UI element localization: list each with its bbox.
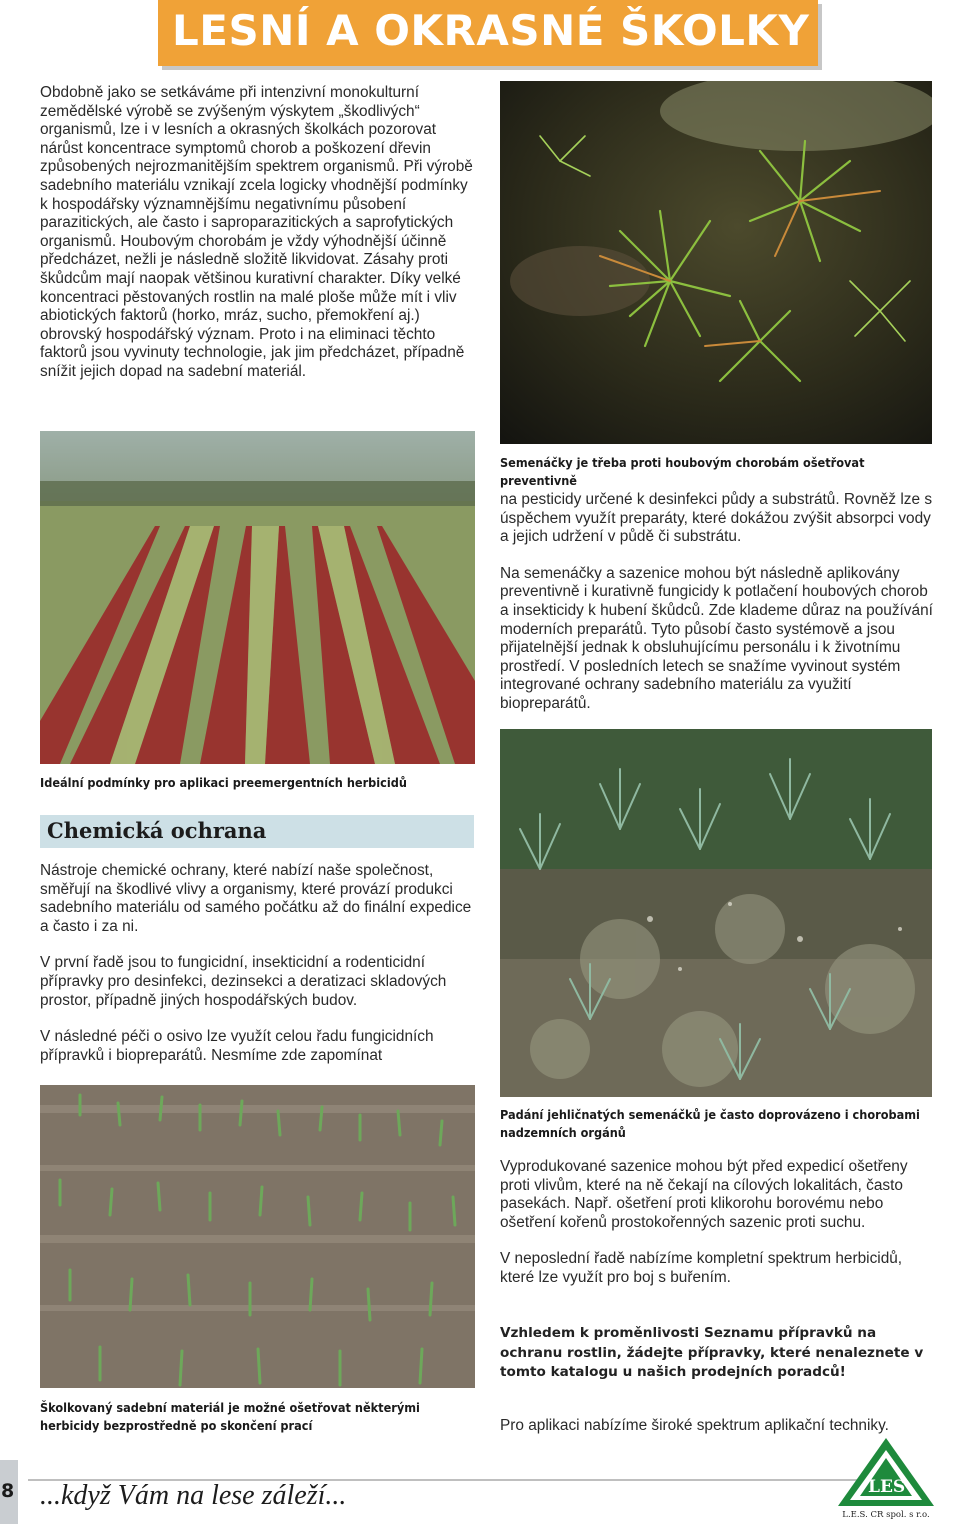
chem-paragraph-2: V první řadě jsou to fungicidní, insekticidní a rodenticidní přípravky pro desinfekci, dezinsekci a deratizaci skladových prostor, případně jiných hospodářských budov. (40, 954, 447, 1009)
rows-caption: Školkovaný sadební materiál je možné ošetřovat některými herbicidy bezprostředně po skončení prací (40, 1400, 420, 1433)
conifer-seedlings-photo (500, 729, 932, 1097)
section-heading-text: Chemická ochrana (47, 818, 267, 843)
last-paragraph: Pro aplikaci nabízíme široké spektrum aplikační techniky. (500, 1417, 889, 1434)
field-caption: Ideální podmínky pro aplikaci preemergentních herbicidů (40, 775, 407, 790)
notice-text: Vzhledem k proměnlivosti Seznamu přípravků na ochranu rostlin, žádejte přípravky, které nenaleznete v tomto katalogu u našich prodejních poradců! (500, 1325, 924, 1380)
page-number-tab (0, 1460, 18, 1524)
tree-logo-icon (832, 1436, 940, 1520)
right-column-text-2 (500, 1158, 934, 1306)
chem-paragraph-3: V následné péči o osivo lze využít celou řadu fungicidních přípravků i biopreparátů. Nesmíme zde zapomínat (40, 1028, 434, 1064)
conifers-caption: Padání jehličnatých semenáčků je často doprovázeno i chorobami nadzemních orgánů (500, 1107, 920, 1140)
intro-text-block (40, 84, 474, 400)
right-paragraph-4: V neposlední řadě nabízíme kompletní spektrum herbicidů, které lze využít pro boj s buřením. (500, 1250, 903, 1286)
right-column-text-1 (500, 491, 934, 732)
section-heading (40, 815, 474, 848)
nursery-rows-photo (40, 1085, 475, 1388)
intro-paragraph: Obdobně jako se setkáváme při intenzivní monokulturní zemědělské výrobě se zvýšeným výskytem „škodlivých“ organismů, lze i v lesních a okrasných školkách pozorovat nárůst koncentrace symptomů chorob a poškození dřevin způsobených nejrozmanitějším spektrem organismů. Při výrobě sadebního materiálu vznikají zcela logicky vhodnější podmínky k hospodářsky významnějšímu negativnímu působení parazitických, ale často i saproparazitických a saprofytických organismů. Houbovým chorobám je vždy výhodnější účinně předcházet, nežli je následně složitě likvidovat. Zásahy proti škůdcům mají naopak většinou kurativní charakter. Díky velké koncentraci pěstovaných rostlin na malé ploše může mít i vliv abiotických faktorů (horko, mráz, sucho, přemokření aj.) obrovský hospodářský význam. Proto i na eliminaci těchto faktorů jsou vyvinuty technologie, jak jim předcházet, případně snížit jejich dopad na sadební materiál. (40, 84, 473, 380)
chem-paragraph-1: Nástroje chemické ochrany, které nabízí naše společnost, směřují na škodlivé vlivy a organismy, které provází produkci sadebního materiálu od samého počátku až do finální expedice a často i za ni. (40, 862, 472, 935)
right-paragraph-1: na pesticidy určené k desinfekci půdy a substrátů. Rovněž lze s úspěchem využít preparáty, které dokážou zvýšit absorpci vody a jejich udržení v půdě či substrátu. (500, 491, 933, 546)
page-title: LESNÍ A OKRASNÉ ŠKOLKY (172, 6, 810, 55)
svg-text:LES: LES (868, 1477, 906, 1497)
right-paragraph-2: Na semenáčky a sazenice mohou být následně aplikovány preventivně i kurativně fungicidy k potlačení houbových chorob a insekticidy k hubení škůdců. Zde klademe důraz na používání moderních preparátů. Tyto působí často systémově a jsou přijatelnější jednak k obsluhujícímu personálu i k životnímu prostředí. V posledních letech se snažíme vyvinout systém integrované ochrany sadebního materiálu za využití biopreparátů. (500, 564, 933, 712)
seedlings-caption: Semenáčky je třeba proti houbovým chorobám ošetřovat preventivně (500, 455, 865, 488)
chem-text-block (40, 862, 474, 1083)
right-paragraph-3: Vyprodukované sazenice mohou být před expedicí ošetřeny proti vlivům, které na ně čekají na cílových lokalitách, často pasekách. Např. ošetření proti klikorohu borovému nebo ošetření kořenů prostokořenných sazenic proti suchu. (500, 1158, 908, 1231)
page-number: 8 (1, 1480, 15, 1502)
footer-slogan: ...když Vám na lese záleží... (40, 1480, 347, 1511)
company-logo (832, 1436, 940, 1520)
title-banner (158, 0, 818, 66)
seedlings-photo (500, 81, 932, 444)
field-rows-photo (40, 431, 475, 764)
svg-text:L.E.S. CR spol. s r.o.: L.E.S. CR spol. s r.o. (842, 1510, 930, 1520)
